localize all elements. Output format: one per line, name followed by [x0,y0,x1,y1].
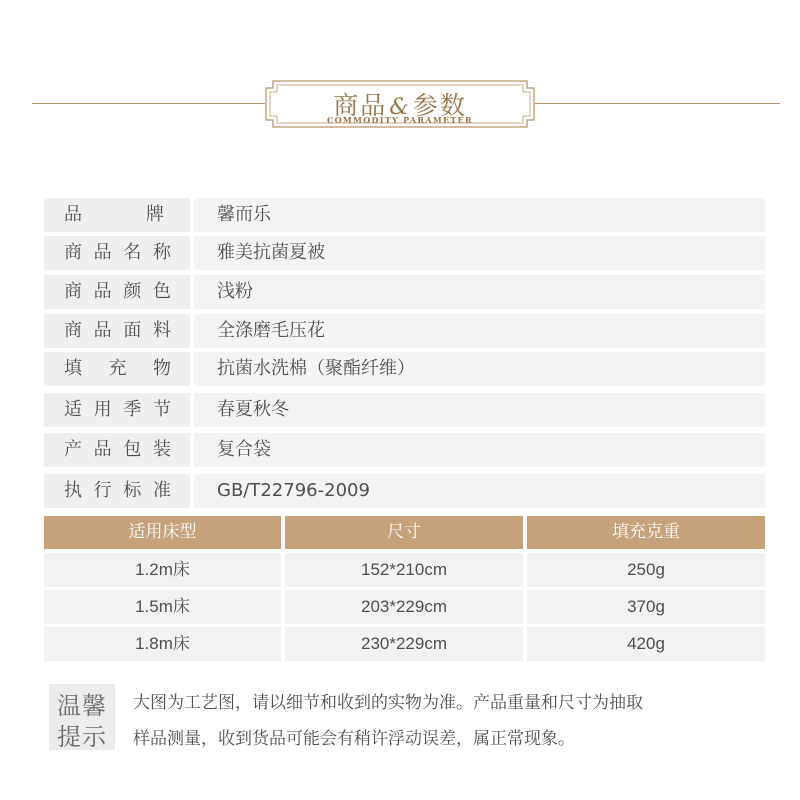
title-right: 参数 [412,91,467,120]
parameter-label-char: 料 [152,320,171,341]
parameter-label-char: 标 [123,480,142,501]
parameter-label-char: 节 [152,399,171,420]
header-divider-left [32,103,265,104]
parameter-value: 全涤磨毛压花 [194,314,765,348]
parameter-label-char: 名 [123,242,142,263]
header-bed-type: 适用床型 [128,522,197,542]
parameter-label-char: 品 [64,204,82,225]
size-table-header-bed [44,516,281,549]
parameter-label-char: 用 [93,399,112,420]
page-subtitle: COMMODITY PARAMETER [327,115,473,125]
parameter-label [44,236,190,270]
fill-weight-cell: 370g [527,590,765,624]
parameter-label-char: 执 [64,480,82,501]
size-cell: 230*229cm [285,627,523,661]
parameter-label [44,275,190,309]
parameter-row [44,314,765,348]
tips-text-line2: 样品测量，收到货品可能会有稍许浮动误差，属正常现象。 [133,729,575,749]
parameter-label [44,352,190,386]
parameter-value: 春夏秋冬 [194,393,765,427]
parameter-label-char: 品 [93,320,112,341]
fill-weight-cell: 420g [527,627,765,661]
header-divider-right [535,103,780,104]
parameter-label-char: 充 [108,358,127,379]
parameter-label-char: 填 [64,358,82,379]
size-table-header-weight [527,516,765,549]
parameter-label-char: 品 [93,242,112,263]
header-fill-weight: 填充克重 [612,522,680,542]
bed-type-cell: 1.5m床 [44,590,281,624]
header-frame [265,80,535,128]
tips-title-line1: 温馨 [57,692,107,720]
parameter-row [44,236,765,270]
parameter-value: GB/T22796-2009 [194,474,765,508]
header-size: 尺寸 [387,522,421,542]
tips-text-line1: 大图为工艺图，请以细节和收到的实物为准。产品重量和尺寸为抽取 [133,693,643,713]
parameter-value: 馨而乐 [194,198,765,232]
parameter-label-char: 商 [64,242,82,263]
parameter-row [44,393,765,427]
parameter-label [44,433,190,467]
title-ampersand: & [389,95,411,120]
parameter-value: 复合袋 [194,433,765,467]
parameter-label-char: 季 [123,399,142,420]
parameter-row [44,352,765,386]
tips-title-line2: 提示 [57,723,107,751]
size-cell: 203*229cm [285,590,523,624]
parameter-label-char: 商 [64,320,82,341]
parameter-label-char: 色 [152,281,171,302]
size-table-header-size [285,516,523,549]
parameter-value: 浅粉 [194,275,765,309]
parameter-label-char: 面 [123,320,142,341]
parameter-label-char: 物 [153,358,171,379]
parameter-row [44,198,765,232]
parameter-row [44,474,765,508]
parameter-row [44,433,765,467]
parameter-label [44,393,190,427]
parameter-label [44,474,190,508]
parameter-label-char: 产 [64,439,82,460]
parameter-value: 抗菌水洗棉（聚酯纤维） [194,352,765,386]
parameter-label-char: 装 [152,439,171,460]
parameter-label-char: 包 [123,439,142,460]
parameter-label-char: 颜 [123,281,142,302]
bed-type-cell: 1.8m床 [44,627,281,661]
tips-badge [49,684,115,750]
parameter-label-char: 称 [152,242,171,263]
fill-weight-cell: 250g [527,553,765,587]
parameter-label-char: 准 [152,480,171,501]
parameter-label-char: 牌 [146,204,164,225]
parameter-label-char: 商 [64,281,82,302]
title-left: 商品 [333,91,388,120]
parameter-label-char: 品 [93,281,112,302]
parameter-label-char: 适 [64,399,82,420]
bed-type-cell: 1.2m床 [44,553,281,587]
parameter-value: 雅美抗菌夏被 [194,236,765,270]
parameter-label-char: 品 [93,439,112,460]
size-cell: 152*210cm [285,553,523,587]
parameter-label-char: 行 [93,480,112,501]
parameter-label [44,198,190,232]
parameter-row [44,275,765,309]
parameter-label [44,314,190,348]
